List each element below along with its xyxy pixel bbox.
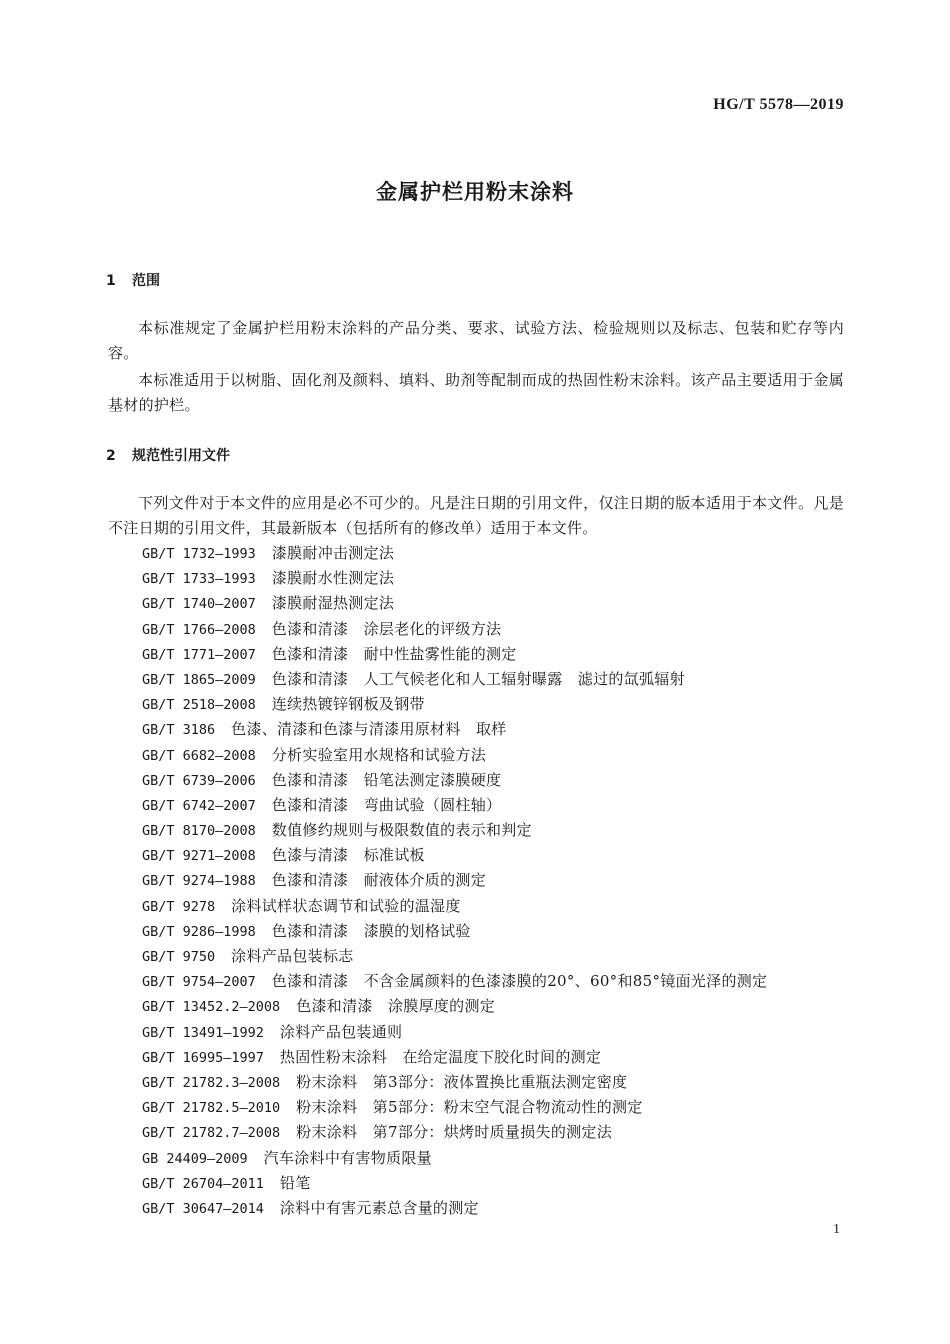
reference-code: GB/T 1733—1993 [142,571,256,588]
reference-code: GB/T 1732—1993 [142,546,256,562]
reference-title: 连续热镀锌钢板及钢带 [271,695,425,714]
reference-code: GB/T 1865—2009 [142,671,256,688]
reference-code: GB/T 9271—2008 [142,848,256,865]
reference-item [142,919,862,944]
reference-code: GB/T 9750 [142,949,216,965]
reference-code: GB/T 6742—2007 [142,797,256,814]
page-number: 1 [833,1222,840,1237]
scope-paragraph-1: 本标准规定了金属护栏用粉末涂料的产品分类、要求、试验方法、检验规则以及标志、包装和贮存等内容。 [108,319,844,362]
reference-title: 色漆和清漆 耐中性盐雾性能的测定 [271,644,517,663]
reference-code: GB/T 1766—2008 [142,621,256,638]
reference-item [142,541,862,566]
reference-item [142,1045,862,1070]
reference-code: GB/T 2518—2008 [142,697,256,714]
reference-title: 数值修约规则与极限数值的表示和判定 [271,821,532,840]
section-heading-normative-references [106,445,230,465]
reference-title: 涂料试样状态调节和试验的温湿度 [231,896,461,915]
reference-code: GB/T 1771—2007 [142,646,256,663]
reference-title: 色漆和清漆 涂层老化的评级方法 [271,619,502,638]
reference-code: GB/T 13491—1992 [142,1024,264,1041]
document-title: 金属护栏用粉末涂料 [376,180,574,204]
reference-title: 色漆和清漆 铅笔法测定漆膜硬度 [271,770,502,789]
reference-title: 色漆、清漆和色漆与清漆用原材料 取样 [231,720,507,739]
reference-item [142,591,862,616]
reference-code: GB/T 30647—2014 [142,1200,264,1217]
reference-item [142,868,862,893]
reference-title: 热固性粉末涂料 在给定温度下胶化时间的测定 [279,1047,602,1066]
section-number: 1 [106,273,116,289]
reference-code: GB/T 21782.3—2008 [142,1074,281,1091]
reference-item [142,717,862,742]
reference-title: 色漆和清漆 人工气候老化和人工辐射曝露 滤过的氙弧辐射 [271,669,685,688]
reference-item [142,768,862,793]
reference-code: GB/T 6739—2006 [142,772,256,789]
reference-title: 粉末涂料 第7部分：烘烤时质量损失的测定法 [296,1123,613,1142]
reference-code: GB/T 9286—1998 [142,923,256,940]
reference-title: 铅笔 [279,1173,311,1192]
reference-code: GB/T 9278 [142,898,216,915]
reference-title: 涂料产品包装标志 [231,947,354,965]
reference-item [142,617,862,642]
reference-title: 汽车涂料中有害物质限量 [263,1148,432,1167]
reference-item [142,692,862,717]
reference-title: 色漆和清漆 不含金属颜料的色漆漆膜的20°、60°和85°镜面光泽的测定 [271,972,768,991]
section-title: 范围 [132,273,160,289]
reference-item [142,1196,862,1221]
standard-code: HG/T 5578—2019 [713,96,844,113]
reference-code: GB/T 6682—2008 [142,747,256,764]
section-number: 2 [106,448,116,464]
reference-item [142,1120,862,1145]
reference-item [142,994,862,1019]
section-heading-scope [106,270,160,290]
reference-item [142,818,862,843]
reference-item [142,1146,862,1171]
reference-code: GB 24409—2009 [142,1150,248,1167]
reference-code: GB/T 16995—1997 [142,1049,264,1066]
reference-title: 漆膜耐水性测定法 [271,569,395,588]
reference-title: 漆膜耐冲击测定法 [271,544,395,562]
reference-item [142,1070,862,1095]
reference-code: GB/T 13452.2—2008 [142,999,281,1016]
reference-title: 色漆与清漆 标准试板 [271,846,425,865]
references-intro-paragraph: 下列文件对于本文件的应用是必不可少的。凡是注日期的引用文件，仅注日期的版本适用于本文件。凡是不注日期的引用文件，其最新版本（包括所有的修改单）适用于本文件。 [108,494,844,537]
reference-item [142,1171,862,1196]
reference-title: 粉末涂料 第5部分：粉末空气混合物流动性的测定 [296,1098,643,1117]
reference-list [142,541,862,1221]
reference-code: GB/T 9274—1988 [142,873,256,890]
reference-item [142,642,862,667]
reference-item [142,969,862,994]
reference-item [142,894,862,919]
reference-item [142,793,862,818]
reference-code: GB/T 1740—2007 [142,596,256,613]
reference-item [142,667,862,692]
reference-title: 漆膜耐湿热测定法 [271,594,395,613]
reference-item [142,944,862,969]
reference-item [142,743,862,768]
reference-code: GB/T 9754—2007 [142,974,256,991]
reference-item [142,843,862,868]
reference-title: 色漆和清漆 弯曲试验（圆柱轴） [271,795,502,814]
reference-item [142,566,862,591]
reference-title: 粉末涂料 第3部分：液体置换比重瓶法测定密度 [296,1072,628,1091]
reference-code: GB/T 3186 [142,722,216,739]
reference-code: GB/T 26704—2011 [142,1175,264,1192]
reference-item [142,1020,862,1045]
scope-paragraph-2: 本标准适用于以树脂、固化剂及颜料、填料、助剂等配制而成的热固性粉末涂料。该产品主要适用于金属基材的护栏。 [108,371,844,414]
reference-code: GB/T 21782.7—2008 [142,1125,281,1142]
reference-code: GB/T 21782.5—2010 [142,1100,281,1117]
reference-title: 涂料中有害元素总含量的测定 [279,1198,479,1217]
reference-code: GB/T 8170—2008 [142,823,256,840]
reference-title: 色漆和清漆 涂膜厚度的测定 [296,997,496,1016]
reference-item [142,1095,862,1120]
reference-title: 色漆和清漆 漆膜的划格试验 [271,921,471,940]
reference-title: 色漆和清漆 耐液体介质的测定 [271,871,486,890]
reference-title: 分析实验室用水规格和试验方法 [271,745,486,764]
section-title: 规范性引用文件 [132,448,230,464]
reference-title: 涂料产品包装通则 [279,1022,403,1041]
